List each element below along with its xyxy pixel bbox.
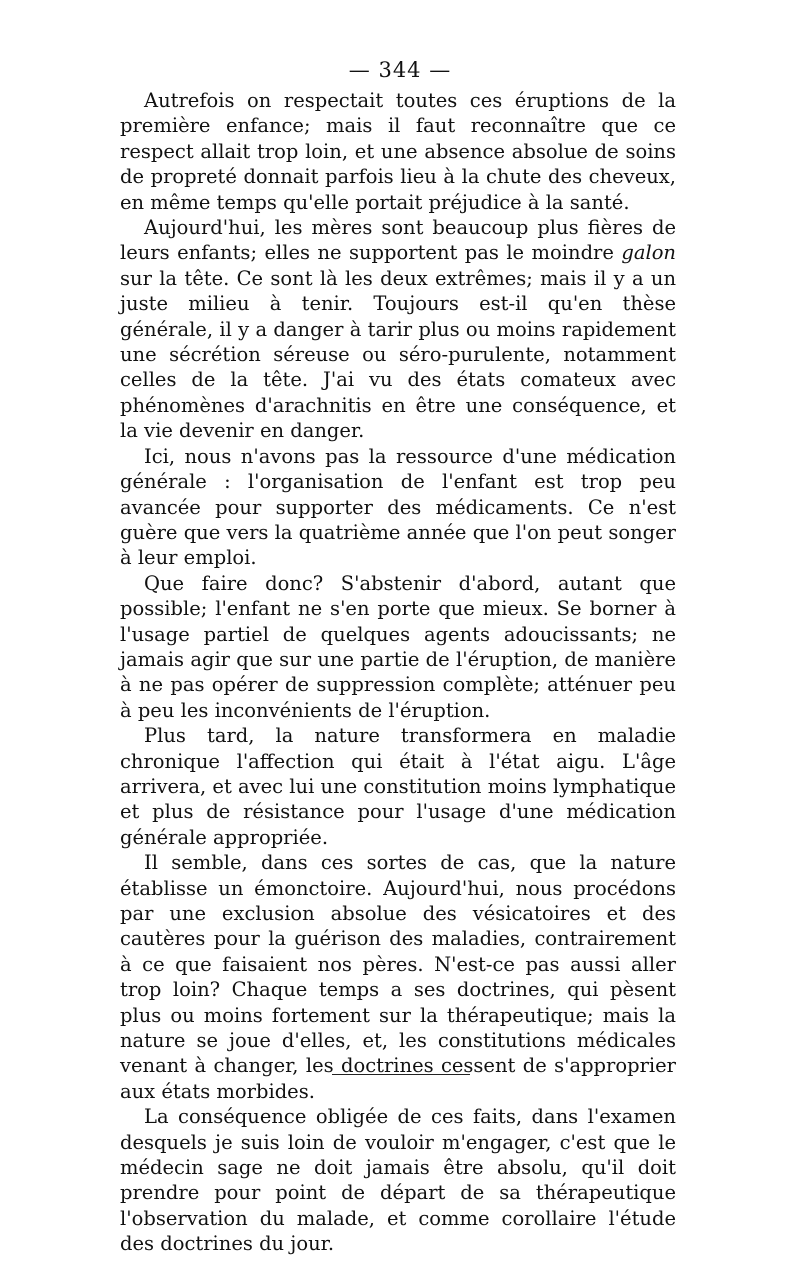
paragraph-5: Plus tard, la nature transformera en maladie chronique l'affection qui était à l'état aigu. L'âge arrivera, et avec lui une constitution moins lymphatique et plus de résistance pour l'usage d'une médication générale appropriée. — [120, 724, 676, 849]
paragraph-3: Ici, nous n'avons pas la ressource d'une médication générale : l'organisation de l'enfant est trop peu avancée pour supporter des médicaments. Ce n'est guère que vers la quatrième année que l'on peut songer à leur emploi. — [120, 444, 676, 570]
paragraph-6: Il semble, dans ces sortes de cas, que la nature établisse un émonctoire. Aujourd'hui, nous procédons par une exclusion absolue des vésicatoires et des cautères pour la guérison des maladies, contrairement à ce que faisaient nos pères. N'est-ce pas aussi aller trop loin? Chaque temps a ses doctrines, qui pèsent plus ou moins fortement sur la thérapeutique; mais la nature se joue d'elles, et, les constitutions médicales venant à changer, les doctrines cessent de s'approprier aux états morbides. — [120, 851, 676, 1103]
paragraph-7: La conséquence obligée de ces faits, dans l'examen desquels je suis loin de vouloir m'engager, c'est que le médecin sage ne doit jamais être absolu, qu'il doit prendre pour point de départ de sa thérapeutique l'observation du malade, et comme corollaire l'étude des doctrines du jour. — [120, 1105, 676, 1256]
end-rule — [332, 1074, 470, 1075]
page-number: — 344 — — [348, 58, 452, 82]
paragraph-2 — [120, 215, 676, 444]
paragraph-2-after: sur la tête. Ce sont là les deux extrêmes; mais il y a un juste milieu à tenir. Toujours est-il qu'en thèse générale, il y a danger à tarir plus ou moins rapidement une sécrétion séreuse ou séro-purulente, notamment celles de la tête. J'ai vu des états comateux avec phénomènes d'arachnitis en être une conséquence, et la vie devenir en danger. — [120, 266, 676, 443]
paragraph-2-before: Aujourd'hui, les mères sont beaucoup plus fières de leurs enfants; elles ne supportent pas le moindre — [120, 216, 676, 265]
paragraph-1: Autrefois on respectait toutes ces éruptions de la première enfance; mais il faut reconnaître que ce respect allait trop loin, et une absence absolue de soins de propreté donnait parfois lieu à la chute des cheveux, en même temps qu'elle portait préjudice à la santé. — [120, 89, 676, 214]
paragraph-4: Que faire donc? S'abstenir d'abord, autant que possible; l'enfant ne s'en porte que mieux. Se borner à l'usage partiel de quelques agents adoucissants; ne jamais agir que sur une partie de l'éruption, de manière à ne pas opérer de suppression complète; atténuer peu à peu les inconvénients de l'éruption. — [120, 571, 676, 722]
paragraph-2-emphasis: galon — [621, 241, 676, 265]
body-text — [120, 88, 676, 1257]
